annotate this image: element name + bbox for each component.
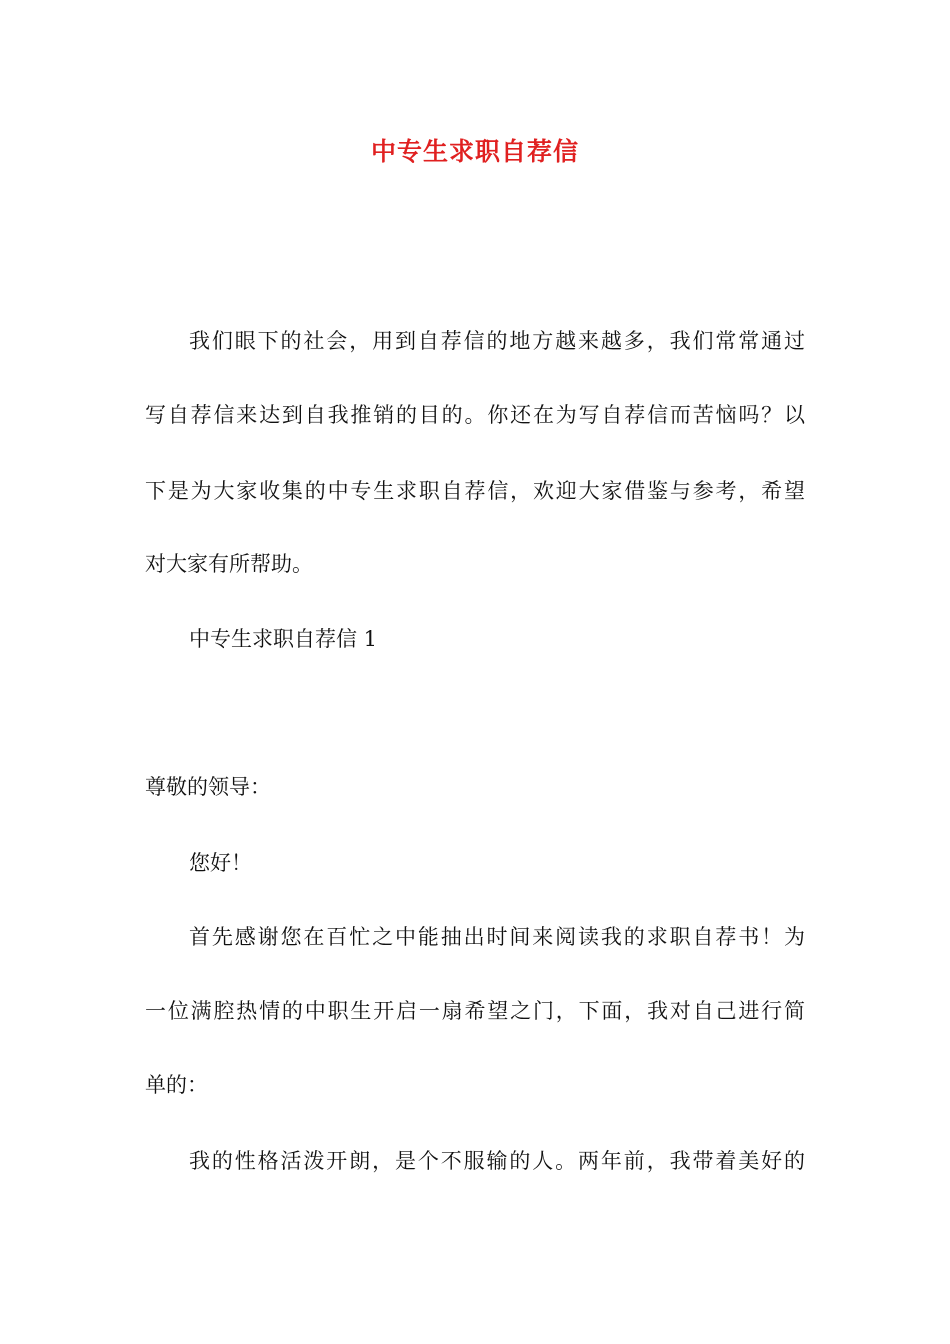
intro-line-1: 我们眼下的社会，用到自荐信的地方越来越多，我们常常通过 — [189, 329, 805, 353]
document-title: 中专生求职自荐信 — [370, 137, 579, 166]
intro-line-2: 写自荐信来达到自我推销的目的。你还在为写自荐信而苦恼吗？以 — [145, 403, 805, 427]
section-heading: 中专生求职自荐信 1 — [189, 627, 378, 651]
paragraph-1-line-1: 首先感谢您在百忙之中能抽出时间来阅读我的求职自荐书！为 — [189, 925, 805, 949]
intro-line-3: 下是为大家收集的中专生求职自荐信，欢迎大家借鉴与参考，希望 — [145, 479, 805, 503]
paragraph-2-line-1: 我的性格活泼开朗，是个不服输的人。两年前，我带着美好的 — [189, 1149, 805, 1173]
paragraph-1-line-3: 单的： — [145, 1073, 208, 1097]
salutation: 尊敬的领导： — [145, 775, 271, 799]
intro-line-4: 对大家有所帮助。 — [145, 552, 313, 576]
greeting: 您好！ — [189, 851, 252, 875]
paragraph-1-line-2: 一位满腔热情的中职生开启一扇希望之门，下面，我对自己进行简 — [145, 999, 805, 1023]
